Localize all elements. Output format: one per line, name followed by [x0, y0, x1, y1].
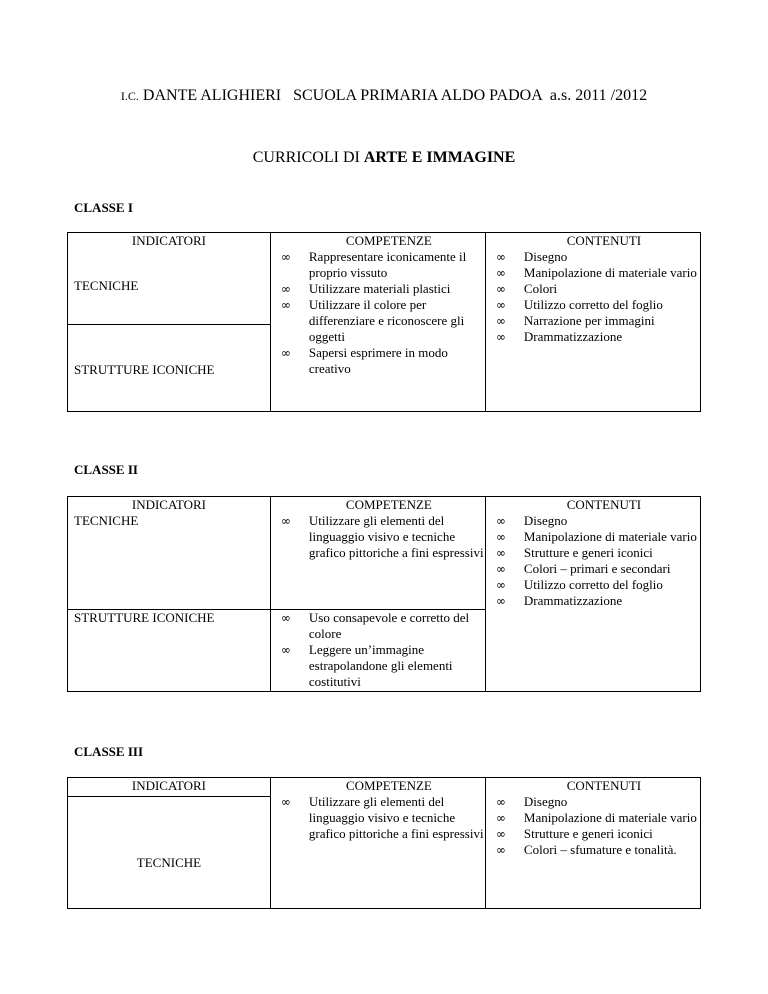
list-item: ∞ Sapersi esprimere in modo creativo — [309, 345, 485, 377]
classe1-competenze-header: COMPETENZE — [345, 233, 432, 248]
classe1-indicatori-cell — [68, 233, 271, 412]
ic-prefix: I.C. — [120, 89, 139, 103]
classe1-table — [67, 232, 701, 412]
classe2-indicatori-header: INDICATORI — [131, 497, 207, 512]
list-item: ∞ Utilizzo corretto del foglio — [524, 577, 700, 593]
classe2-competenze-strutture-list — [271, 610, 485, 690]
classe3-competenze-header: COMPETENZE — [345, 778, 432, 793]
classe1-contenuti-header: CONTENUTI — [566, 233, 642, 248]
list-item: ∞ Utilizzare gli elementi del linguaggio visivo e tecniche grafico pittoriche a fini espressivi — [309, 513, 485, 561]
list-item: ∞ Manipolazione di materiale vario — [524, 529, 700, 545]
list-item: ∞ Colori – sfumature e tonalità. — [524, 842, 700, 858]
list-item: ∞ Manipolazione di materiale vario — [524, 810, 700, 826]
classe3-indicatore-tecniche: TECNICHE — [136, 855, 202, 870]
classe2-contenuti-header: CONTENUTI — [566, 497, 642, 512]
classe3-contenuti-list — [486, 794, 700, 858]
classe3-title: CLASSE III — [74, 744, 144, 759]
classe3-competenze-list — [271, 794, 485, 842]
classe3-indicatori-header: INDICATORI — [131, 778, 207, 793]
document-title — [0, 148, 768, 168]
classe2-indicatore-strutture: STRUTTURE ICONICHE — [74, 610, 215, 625]
list-item: ∞ Disegno — [524, 249, 700, 265]
list-item: ∞ Uso consapevole e corretto del colore — [309, 610, 485, 642]
list-item: ∞ Disegno — [524, 794, 700, 810]
classe1-competenze-cell — [270, 233, 485, 412]
classe2-contenuti-list — [486, 513, 700, 609]
classe2-contenuti-cell — [485, 497, 700, 692]
list-item: ∞ Utilizzo corretto del foglio — [524, 297, 700, 313]
classe1-contenuti-list — [486, 249, 700, 345]
classe2-competenze-strutture-cell — [270, 610, 485, 692]
classe2-competenze-tecniche-list — [271, 513, 485, 561]
classe2-indicatori-cell — [68, 497, 271, 610]
list-item: ∞ Manipolazione di materiale vario — [524, 265, 700, 281]
list-item: ∞ Strutture e generi iconici — [524, 545, 700, 561]
classe1-title: CLASSE I — [74, 200, 133, 215]
school-header — [0, 86, 768, 106]
classe3-contenuti-cell — [485, 778, 700, 909]
classe1-indicatori-header: INDICATORI — [131, 233, 207, 248]
list-item: ∞ Rappresentare iconicamente il proprio vissuto — [309, 249, 485, 281]
list-item: ∞ Leggere un’immagine estrapolandone gli elementi costitutivi — [309, 642, 485, 690]
classe2-indicatore-tecniche: TECNICHE — [74, 513, 139, 528]
classe2-indicatori-strutture-cell — [68, 610, 271, 692]
list-item: ∞ Colori — [524, 281, 700, 297]
list-item: ∞ Drammatizzazione — [524, 329, 700, 345]
classe3-competenze-cell — [270, 778, 485, 909]
classe1-indicatore-tecniche: TECNICHE — [74, 278, 139, 293]
list-item: ∞ Utilizzare materiali plastici — [309, 281, 485, 297]
title-subject: ARTE E IMMAGINE — [363, 149, 516, 166]
classe1-indicatore-strutture: STRUTTURE ICONICHE — [74, 362, 215, 377]
classe2-table — [67, 496, 701, 692]
school-line: DANTE ALIGHIERI SCUOLA PRIMARIA ALDO PADOA a.s. 2011 /2012 — [138, 87, 648, 104]
list-item: ∞ Disegno — [524, 513, 700, 529]
classe3-indicatori-divider — [68, 796, 270, 797]
list-item: ∞ Narrazione per immagini — [524, 313, 700, 329]
classe3-table — [67, 777, 701, 909]
list-item: ∞ Strutture e generi iconici — [524, 826, 700, 842]
list-item: ∞ Utilizzare il colore per differenziare e riconoscere gli oggetti — [309, 297, 485, 345]
classe3-contenuti-header: CONTENUTI — [566, 778, 642, 793]
title-prefix: CURRICOLI DI — [252, 149, 364, 166]
classe2-title: CLASSE II — [74, 462, 138, 477]
list-item: ∞ Drammatizzazione — [524, 593, 700, 609]
classe2-competenze-header: COMPETENZE — [345, 497, 432, 512]
classe2-competenze-tecniche-cell — [270, 497, 485, 610]
list-item: ∞ Utilizzare gli elementi del linguaggio visivo e tecniche grafico pittoriche a fini espressivi — [309, 794, 485, 842]
classe3-indicatori-cell — [68, 778, 271, 909]
classe1-contenuti-cell — [485, 233, 700, 412]
list-item: ∞ Colori – primari e secondari — [524, 561, 700, 577]
classe1-indicatori-divider — [68, 324, 270, 325]
classe1-competenze-list — [271, 249, 485, 377]
